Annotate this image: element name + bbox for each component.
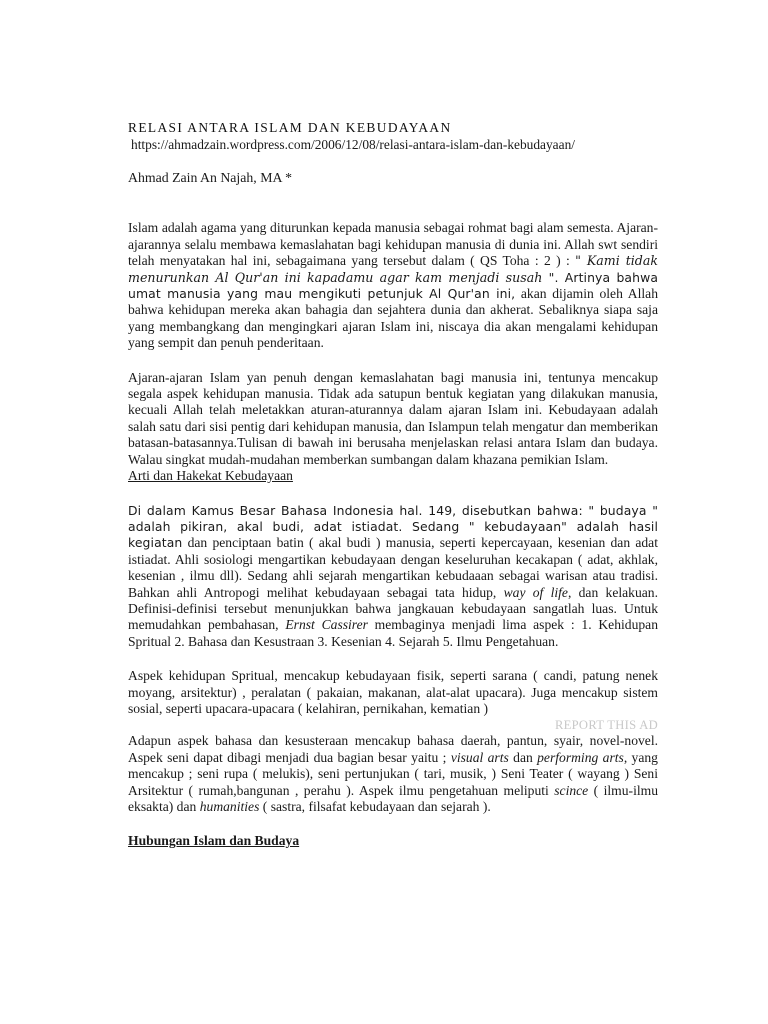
paragraph-ajaran: Ajaran-ajaran Islam yan penuh dengan kemaslahatan bagi manusia ini, tentunya mencakup segala aspek kehidupan manusia. Tidak ada satupun bentuk kegiatan yang dilakukan manusia, kecuali Allah telah meletakkan aturan-aturannya dalam ajaran Islam ini. Kebudayaan adalah salah satu dari sisi pentig dari kehidupan manusia, dan Islampun telah mengatur dan memberikan batasan-batasannya.Tulisan di bawah ini berusaha menjelaskan relasi antara Islam dan budaya. Walau singkat mudah-mudahan memberkan sumbangan dalam khazana pemikian Islam. [128, 369, 658, 467]
kamus-text-d: membaginya menjadi lima aspek : 1. Kehidupan Spritual 2. Bahasa dan Kesustraan 3. Kesenian 4. Sejarah 5. Ilmu Pengetahuan. [128, 617, 658, 649]
intro-text-a: Islam adalah agama yang diturunkan kepada manusia sebagai rohmat bagi alam semesta. Ajaran-ajarannya selalu membawa kemaslahatan bagi kehidupan manusia di dunia ini. Allah swt sendiri telah menyatakan hal ini, sebagaimana yang tersebut dalam ( QS Toha : 2 ) : [128, 220, 658, 269]
report-ad-link[interactable]: REPORT THIS AD [554, 718, 658, 733]
paragraph-kamus [128, 503, 658, 651]
kamus-text-a: Di dalam Kamus Besar Bahasa Indonesia hal. 149, disebutkan bahwa: " budaya " adalah pikiran, akal budi, adat istiadat. Sedang " kebudayaan" adalah hasil kegiatan [128, 502, 658, 551]
bahasa-text-a: Adapun aspek bahasa dan kesusteraan mencakup bahasa daerah, pantun, syair, novel-novel. Aspek seni dapat dibagi menjadi dua bagian besar yaitu ; [128, 733, 658, 765]
paragraph-spritual: Aspek kehidupan Spritual, mencakup kebudayaan fisik, seperti sarana ( candi, patung nenek moyang, arsitektur) , peralatan ( pakaian, makanan, alat-alat upacara). Juga mencakup sistem sosial, seperti upacara-upacara ( kelahiran, pernikahan, kematian ) [128, 668, 658, 716]
kamus-text-b: dan penciptaan batin ( akal budi ) manusia, seperti kepercayaan, kesenian dan adat istiadat. Ahli sosiologi mengartikan kebudayaan dengan keseluruhan kecakapan ( adat, akhlak, kesenian , ilmu dll). Sedang ahli sejarah mengartikan kebudaaan sebagai warisan atau tradisi. Bahkan ahli Antropogi melihat kebudayaan sebagai tata hidup, [128, 535, 658, 600]
bahasa-text-d: ( ilmu-ilmu eksakta) dan [128, 782, 659, 814]
intro-text-c: akan dijamin oleh Allah bahwa kehidupan mereka akan bahagia dan sejahtera dunia dan akherat. Sebaliknya siapa saja yang membangkang dan mengingkari ajaran Islam ini, niscaya dia akan mengalami kehidupan yang sempit dan penuh penderitaan. [128, 286, 658, 351]
section-heading-hubungan: Hubungan Islam dan Budaya [128, 833, 300, 849]
document-title: RELASI ANTARA ISLAM DAN KEBUDAYAAN [128, 120, 452, 135]
source-url: https://ahmadzain.wordpress.com/2006/12/08/relasi-antara-islam-dan-kebudayaan/ [131, 137, 575, 152]
intro-text-b: ". Artinya bahwa umat manusia yang mau mengikuti petunjuk Al Qur'an ini, [128, 269, 659, 302]
document-page [128, 119, 658, 850]
bahasa-text-c: , yang mencakup ; seni rupa ( melukis), seni pertunjukan ( tari, musik, ) Seni Teater ( wayang ) Seni Arsitektur ( rumah,bangunan , perahu ). Aspek ilmu pengetahuan meliputi [128, 749, 658, 798]
section-heading-arti: Arti dan Hakekat Kebudayaan [128, 468, 293, 484]
bahasa-text-b: dan [508, 749, 538, 765]
ernst-cassirer-name: Ernst Cassirer [285, 617, 368, 633]
bahasa-text-e: ( sastra, filsafat kebudayaan dan sejarah ). [259, 799, 491, 814]
humanities-term: humanities [199, 799, 260, 814]
way-of-life-term: way of life [503, 584, 568, 600]
visual-arts-term: visual arts [450, 749, 509, 765]
paragraph-bahasa [128, 733, 658, 815]
paragraph-intro [128, 220, 658, 351]
author-line: Ahmad Zain An Najah, MA * [128, 170, 293, 185]
performing-arts-term: performing arts [537, 749, 624, 765]
quran-quote: " Kami tidak menurunkan Al Qur'an ini kapadamu agar kam menjadi susah [128, 253, 658, 285]
kamus-text-c: , dan kelakuan. Definisi-definisi tersebut menunjukkan bahwa jangkauan kebudayaan sangatlah luas. Untuk memudahkan pembahasan, [128, 584, 658, 633]
scince-term: scince [554, 782, 589, 798]
